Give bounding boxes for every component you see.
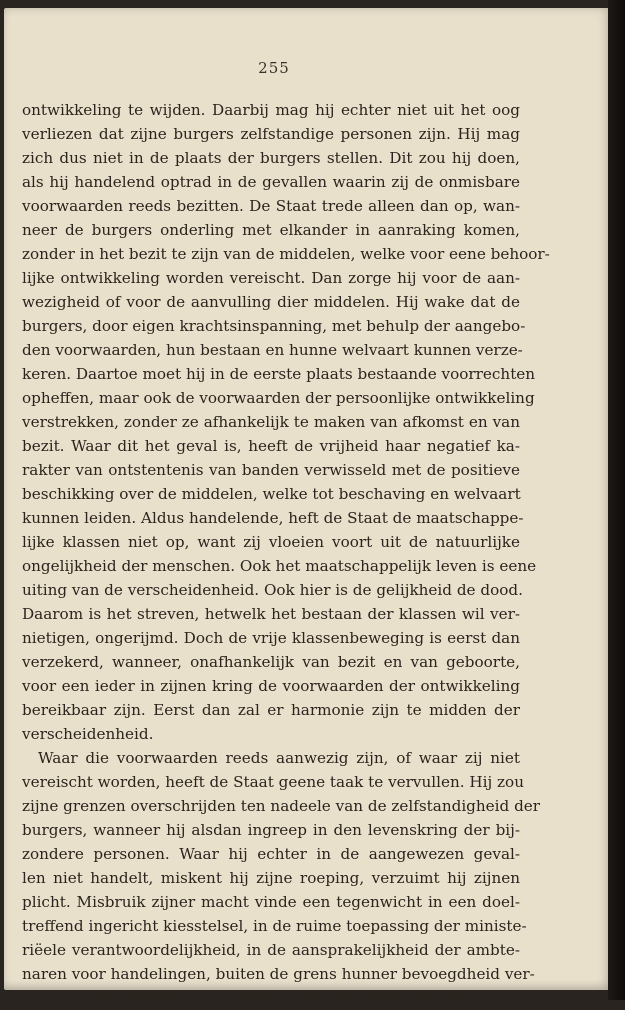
text-line: riëele verantwoordelijkheid, in de aansprakelijkheid der ambte-: [22, 941, 520, 959]
text-line: lijke ontwikkeling worden vereischt. Dan zorge hij voor de aan-: [22, 269, 520, 287]
text-line: naren voor handelingen, buiten de grens hunner bevoegdheid ver-: [22, 965, 535, 983]
text-line: Daarom is het streven, hetwelk het bestaan der klassen wil ver-: [22, 605, 520, 623]
text-line: Waar die voorwaarden reeds aanwezig zijn, of waar zij niet: [38, 749, 520, 767]
text-line: uiting van de verscheidenheid. Ook hier is de gelijkheid de dood.: [22, 581, 523, 599]
text-line: ongelijkheid der menschen. Ook het maatschappelijk leven is eene: [22, 557, 537, 575]
text-line: den voorwaarden, hun bestaan en hunne welvaart kunnen verze-: [22, 341, 523, 359]
text-line: keren. Daartoe moet hij in de eerste plaats bestaande voorrechten: [22, 365, 536, 383]
text-line: zonder in het bezit te zijn van de middelen, welke voor eene behoor-: [22, 245, 550, 263]
paragraph-2: [22, 746, 541, 1010]
text-line: verscheidenheid.: [22, 725, 154, 743]
text-line: bereikbaar zijn. Eerst dan zal er harmonie zijn te midden der: [22, 701, 520, 719]
text-line: verzekerd, wanneer, onafhankelijk van bezit en van geboorte,: [22, 653, 520, 671]
text-line: ontwikkeling te wijden. Daarbij mag hij echter niet uit het oog: [22, 101, 520, 119]
text-line: zich dus niet in de plaats der burgers stellen. Dit zou hij doen,: [22, 149, 520, 167]
text-line: zondere personen. Waar hij echter in de aangewezen geval-: [22, 845, 520, 863]
text-line: lijke klassen niet op, want zij vloeien voort uit de natuurlijke: [22, 533, 520, 551]
body-text: [22, 98, 550, 1010]
text-line: verstrekken, zonder ze afhankelijk te maken van afkomst en van: [22, 413, 520, 431]
text-line: wezigheid of voor de aanvulling dier middelen. Hij wake dat de: [22, 293, 520, 311]
text-line: als hij handelend optrad in de gevallen waarin zij de onmisbare: [22, 173, 520, 191]
text-line: burgers, door eigen krachtsinspanning, met behulp der aangebo-: [22, 317, 526, 335]
text-line: vereischt worden, heeft de Staat geene taak te vervullen. Hij zou: [22, 773, 524, 791]
text-line: richt, in het zelfbestuur van gewest en gemeente. Dit eigen-: [22, 989, 486, 1007]
text-line: neer de burgers onderling met elkander in aanraking komen,: [22, 221, 520, 239]
text-line: len niet handelt, miskent hij zijne roeping, verzuimt hij zijnen: [22, 869, 520, 887]
text-line: nietigen, ongerijmd. Doch de vrije klassenbeweging is eerst dan: [22, 629, 520, 647]
book-page: [4, 8, 612, 1007]
text-line: kunnen leiden. Aldus handelende, heft de Staat de maatschappe-: [22, 509, 524, 527]
text-line: plicht. Misbruik zijner macht vinde een tegenwicht in een doel-: [22, 893, 520, 911]
text-line: beschikking over de middelen, welke tot beschaving en welvaart: [22, 485, 521, 503]
text-line: opheffen, maar ook de voorwaarden der persoonlijke ontwikkeling: [22, 389, 535, 407]
text-line: voorwaarden reeds bezitten. De Staat trede alleen dan op, wan-: [22, 197, 520, 215]
page-number: 255: [258, 59, 290, 77]
text-line: bezit. Waar dit het geval is, heeft de vrijheid haar negatief ka-: [22, 437, 520, 455]
text-line: burgers, wanneer hij alsdan ingreep in den levenskring der bij-: [22, 821, 520, 839]
text-line: rakter van ontstentenis van banden verwisseld met de positieve: [22, 461, 520, 479]
text-line: treffend ingericht kiesstelsel, in de ruime toepassing der ministe-: [22, 917, 527, 935]
paragraph-1: [22, 98, 550, 746]
text-line: voor een ieder in zijnen kring de voorwaarden der ontwikkeling: [22, 677, 520, 695]
text-line: zijne grenzen overschrijden ten nadeele van de zelfstandigheid der: [22, 797, 541, 815]
text-line: verliezen dat zijne burgers zelfstandige personen zijn. Hij mag: [22, 125, 520, 143]
binding-shadow: [608, 0, 625, 1000]
